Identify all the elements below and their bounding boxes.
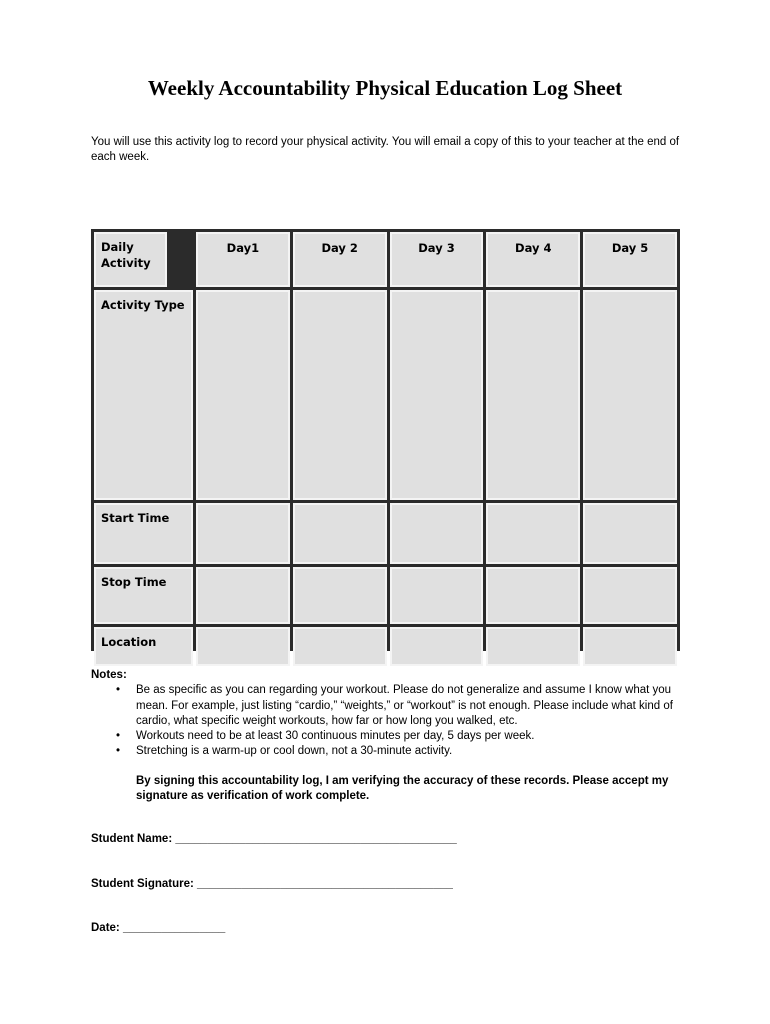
bullet-icon: • <box>116 745 121 758</box>
row-label-activity-type: Activity Type <box>94 290 193 500</box>
stop-time-day-2-cell[interactable] <box>293 567 387 624</box>
start-time-day-4-cell[interactable] <box>486 503 580 564</box>
date-field[interactable]: Date: ________________ <box>91 922 226 934</box>
activity-type-day-4-cell[interactable] <box>486 290 580 500</box>
stop-time-day-5-cell[interactable] <box>583 567 677 624</box>
row-label-start-time: Start Time <box>94 503 193 564</box>
bullet-icon: • <box>116 730 121 743</box>
stop-time-day-3-cell[interactable] <box>390 567 484 624</box>
activity-type-day-2-cell[interactable] <box>293 290 387 500</box>
location-day-5-cell[interactable] <box>583 627 677 666</box>
bullet-icon: • <box>116 684 121 697</box>
note-text: Stretching is a warm-up or cool down, not a 30-minute activity. <box>136 745 453 758</box>
header-day-5: Day 5 <box>583 232 677 287</box>
notes-heading: Notes: <box>91 669 127 681</box>
header-day-1: Day1 <box>196 232 290 287</box>
notes-list <box>91 683 691 759</box>
activity-type-day-3-cell[interactable] <box>390 290 484 500</box>
location-day-3-cell[interactable] <box>390 627 484 666</box>
student-signature-field[interactable]: Student Signature: ________________________________________ <box>91 878 453 890</box>
list-item <box>116 683 691 729</box>
location-day-4-cell[interactable] <box>486 627 580 666</box>
start-time-day-3-cell[interactable] <box>390 503 484 564</box>
header-day-4: Day 4 <box>486 232 580 287</box>
header-daily-activity: Daily Activity <box>94 232 167 287</box>
activity-type-day-1-cell[interactable] <box>196 290 290 500</box>
stop-time-day-4-cell[interactable] <box>486 567 580 624</box>
note-text: Workouts need to be at least 30 continuous minutes per day, 5 days per week. <box>136 730 535 743</box>
row-label-stop-time: Stop Time <box>94 567 193 624</box>
notes-section <box>91 668 691 760</box>
start-time-day-2-cell[interactable] <box>293 503 387 564</box>
student-name-field[interactable]: Student Name: ____________________________________________ <box>91 833 457 845</box>
activity-log-table <box>91 229 680 651</box>
start-time-day-1-cell[interactable] <box>196 503 290 564</box>
header-day-3: Day 3 <box>390 232 484 287</box>
start-time-day-5-cell[interactable] <box>583 503 677 564</box>
stop-time-day-1-cell[interactable] <box>196 567 290 624</box>
location-day-1-cell[interactable] <box>196 627 290 666</box>
location-day-2-cell[interactable] <box>293 627 387 666</box>
intro-text: You will use this activity log to record your physical activity. You will email a copy of this to your teacher at the end of each week. <box>91 136 680 163</box>
verification-statement: By signing this accountability log, I am verifying the accuracy of these records. Please accept my signature as verification of work complete. <box>136 775 669 803</box>
page-title: Weekly Accountability Physical Education Log Sheet <box>147 76 623 100</box>
activity-type-day-5-cell[interactable] <box>583 290 677 500</box>
header-day-2: Day 2 <box>293 232 387 287</box>
row-label-location: Location <box>94 627 193 666</box>
list-item <box>116 744 691 759</box>
note-text: Be as specific as you can regarding your workout. Please do not generalize and assume I know what you mean. For example, just listing “cardio,” “weights,” or “workout” is not enough. Please include what kind of cardio, what specific weight workouts, how far or how long you walked, etc. <box>136 684 673 727</box>
list-item <box>116 729 691 744</box>
